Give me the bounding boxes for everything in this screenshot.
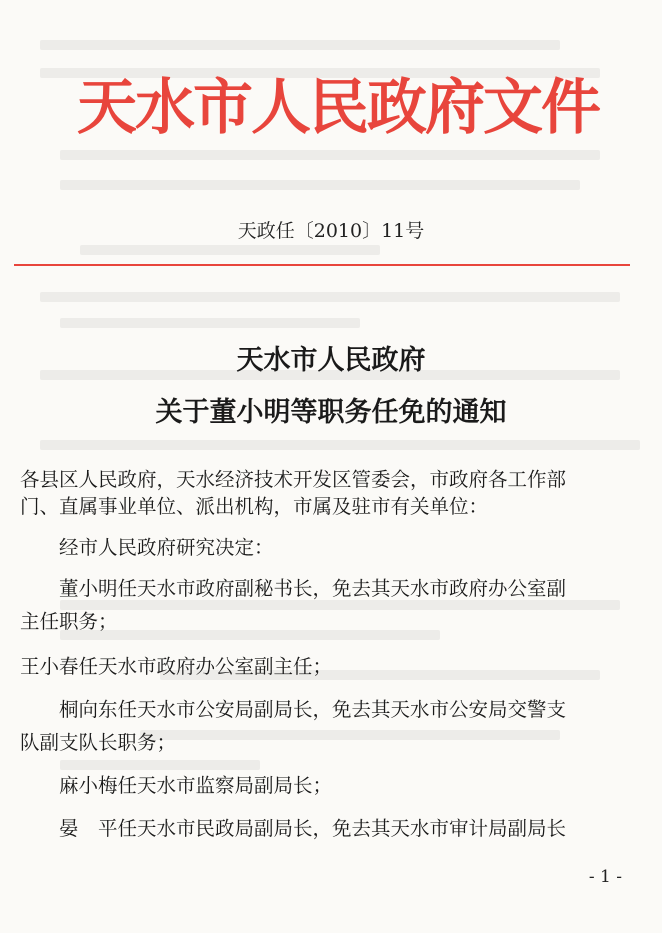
document-body bbox=[20, 466, 638, 842]
appointment-item5: 晏 平任天水市民政局副局长，免去其天水市审计局副局长 bbox=[59, 817, 567, 840]
appointment-item1-line1: 董小明任天水市政府副秘书长，免去其天水市政府办公室副 bbox=[59, 577, 567, 600]
issuing-authority-title: 天水市人民政府文件 bbox=[77, 73, 599, 143]
page-number: - 1 - bbox=[588, 867, 622, 887]
appointment-item4: 麻小梅任天水市监察局副局长； bbox=[59, 774, 333, 797]
red-divider-line bbox=[14, 264, 630, 266]
recipients-line1: 各县区人民政府，天水经济技术开发区管委会，市政府各工作部 bbox=[20, 468, 567, 491]
doc-title-line1: 天水市人民政府 bbox=[236, 345, 426, 376]
doc-title-line2: 关于董小明等职务任免的通知 bbox=[155, 397, 507, 428]
decision-line: 经市人民政府研究决定： bbox=[59, 536, 274, 559]
document-number: 天政任〔2010〕11号 bbox=[237, 220, 425, 242]
appointment-item3-line2: 队副支队长职务； bbox=[20, 731, 177, 754]
appointment-item1-line2: 主任职务； bbox=[20, 610, 118, 633]
appointment-item2: 王小春任天水市政府办公室副主任； bbox=[20, 655, 333, 678]
appointment-item3-line1: 桐向东任天水市公安局副局长，免去其天水市公安局交警支 bbox=[59, 698, 567, 721]
recipients-line2: 门、直属事业单位、派出机构，市属及驻市有关单位： bbox=[20, 495, 489, 518]
